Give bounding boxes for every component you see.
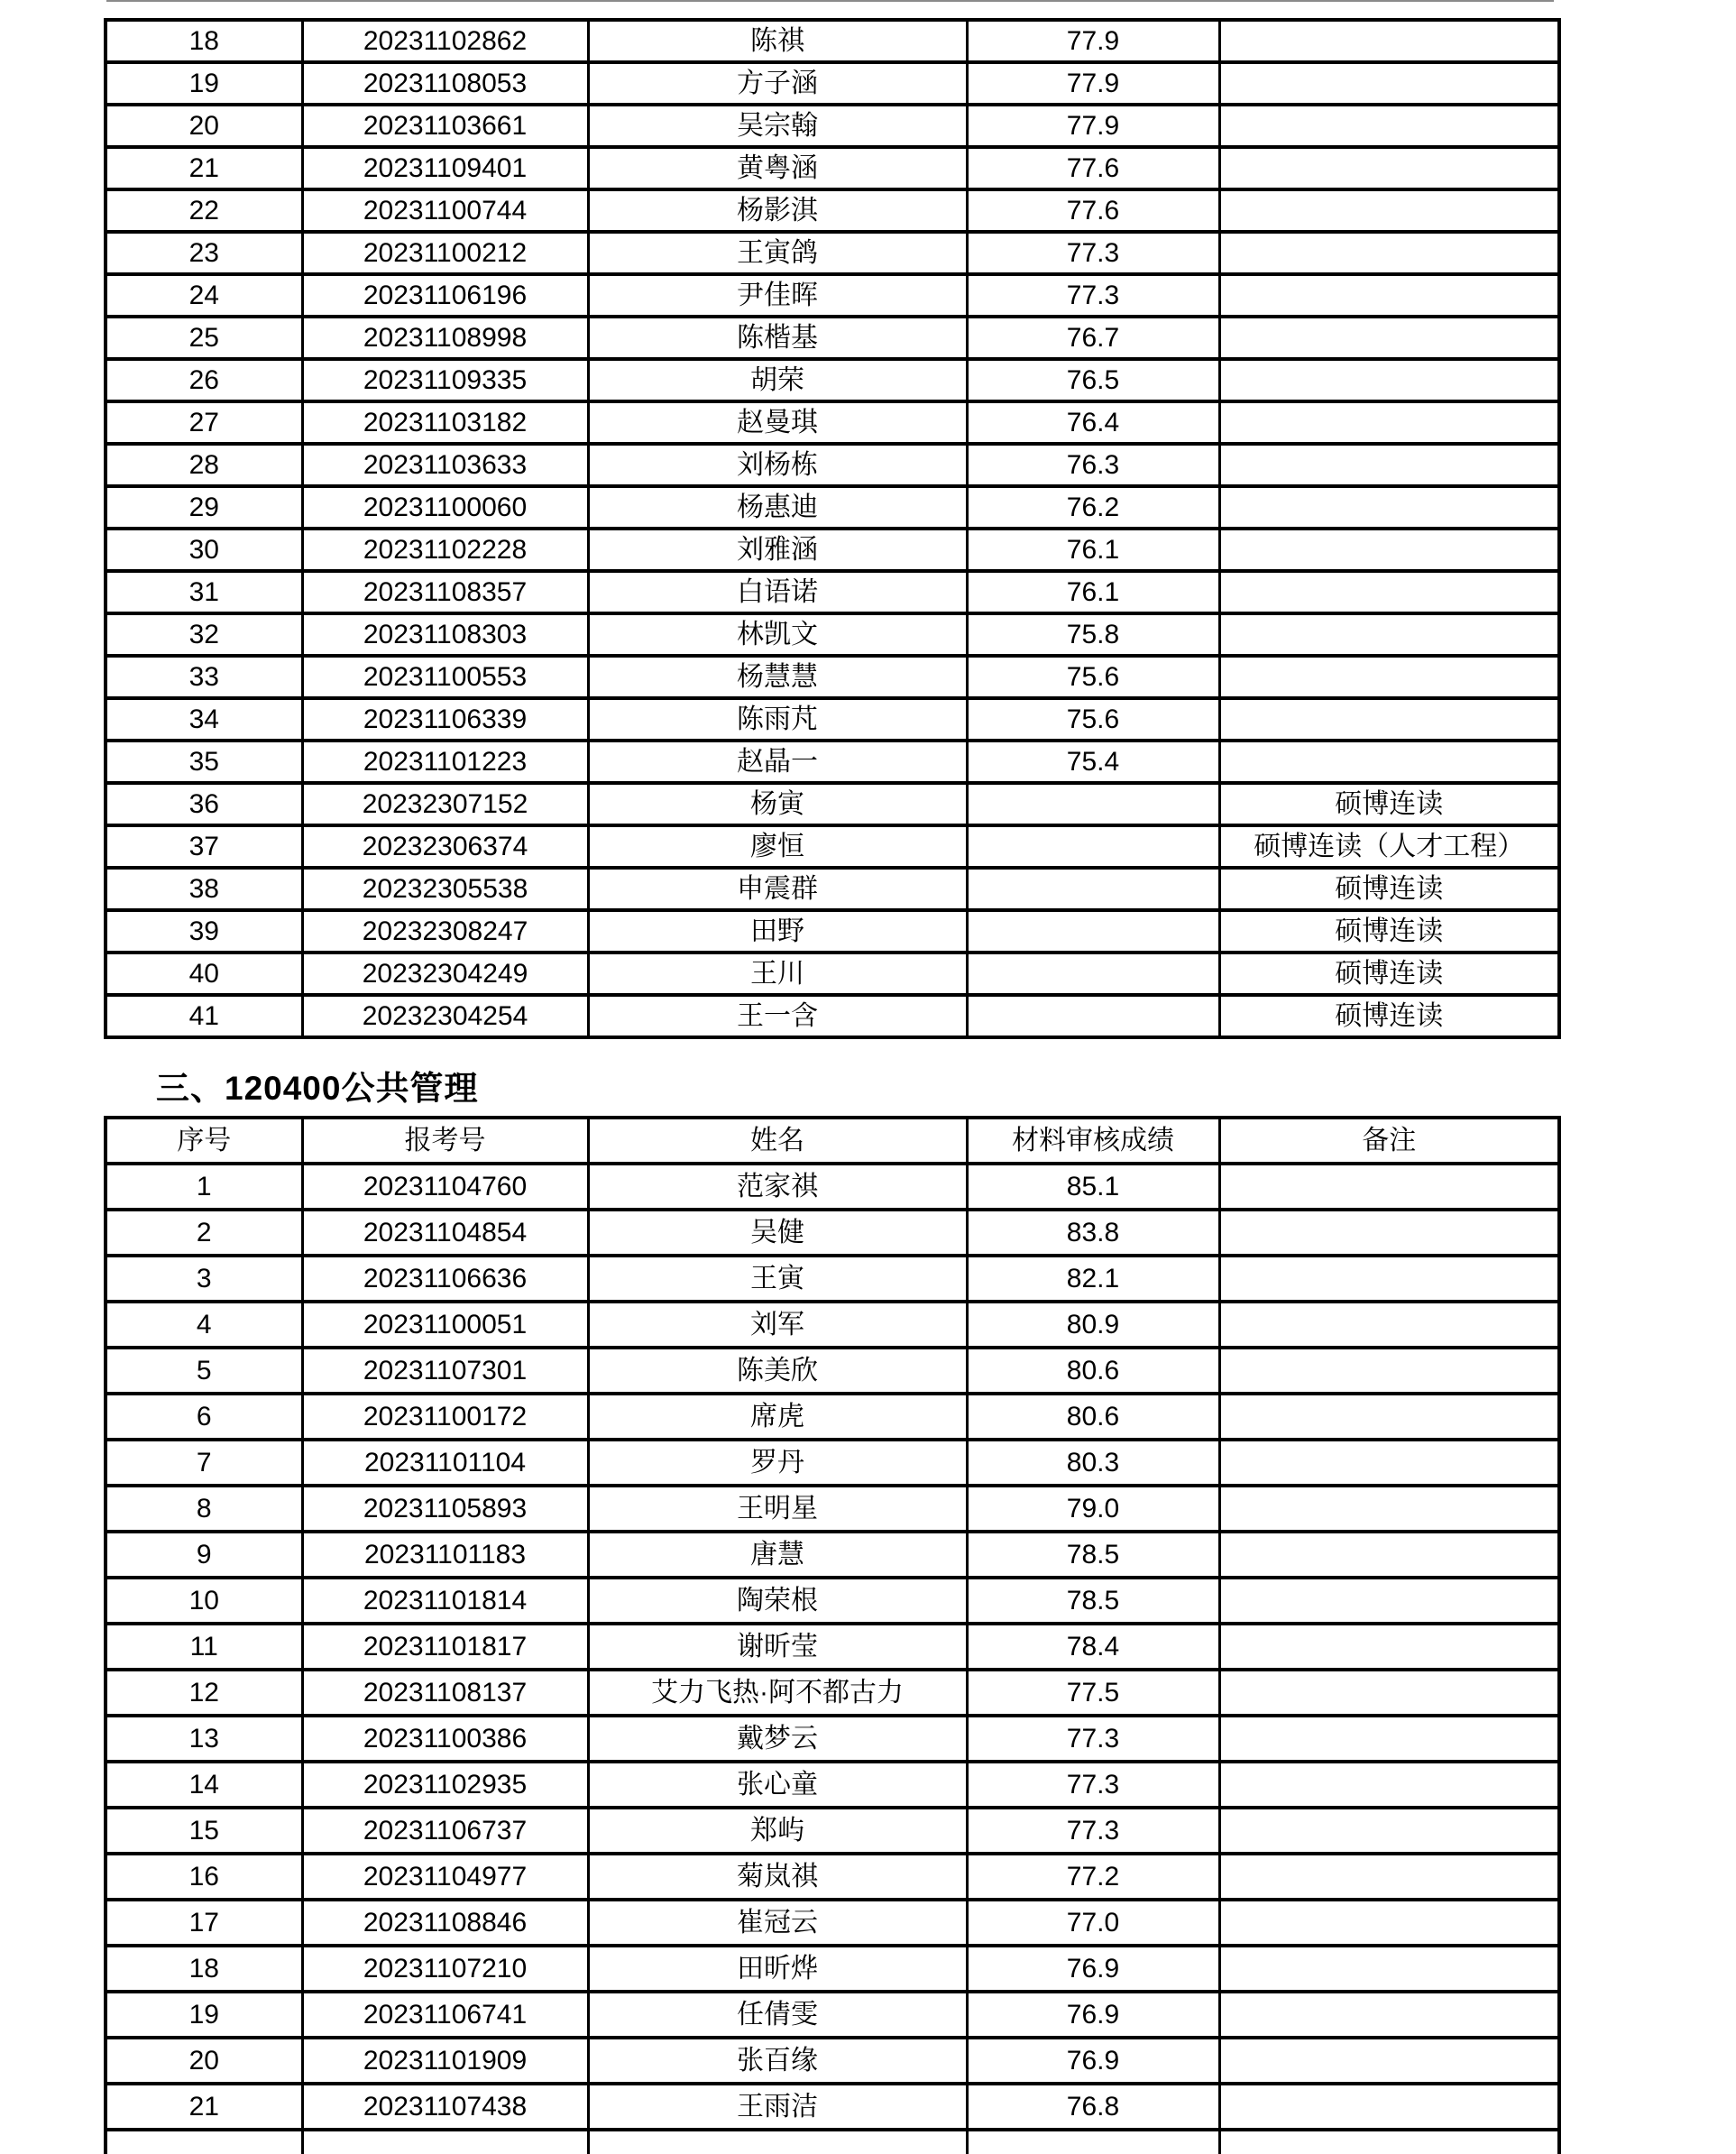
cell-score: 75.4 xyxy=(967,741,1219,783)
cell-remark xyxy=(1219,2038,1559,2084)
table-row xyxy=(106,571,1559,613)
cell-remark xyxy=(1219,1164,1559,1210)
cell-remark: 硕博连读 xyxy=(1219,783,1559,825)
cell-name: 戴梦云 xyxy=(588,1716,967,1762)
cell-name: 胡荣 xyxy=(588,359,967,401)
page-cut-top-border-sliver xyxy=(106,0,1554,2)
cell-serial: 31 xyxy=(106,571,302,613)
cell-name: 艾力飞热·阿不都古力 xyxy=(588,1670,967,1716)
cell-remark xyxy=(1219,1716,1559,1762)
table-row xyxy=(106,1992,1559,2038)
cell-name: 杨影淇 xyxy=(588,189,967,232)
table-row xyxy=(106,953,1559,995)
cell-score: 77.3 xyxy=(967,232,1219,274)
cell-serial: 1 xyxy=(106,1164,302,1210)
cell-score: 77.9 xyxy=(967,62,1219,105)
cell-app-number: 20231107438 xyxy=(302,2084,588,2130)
cell-name: 谢昕莹 xyxy=(588,1624,967,1670)
cell-remark xyxy=(1219,1992,1559,2038)
cell-app-number: 20231103661 xyxy=(302,105,588,147)
cell-app-number: 20231100386 xyxy=(302,1716,588,1762)
table-row xyxy=(106,1302,1559,1348)
cell-serial: 24 xyxy=(106,274,302,317)
table-row xyxy=(106,741,1559,783)
cell-remark: 硕博连读 xyxy=(1219,910,1559,953)
cell-app-number: 20231100060 xyxy=(302,486,588,529)
table-row xyxy=(106,486,1559,529)
score-table-public-admin-body xyxy=(106,1164,1559,2154)
table-row xyxy=(106,995,1559,1037)
cell-score: 76.2 xyxy=(967,486,1219,529)
cell-score: 77.3 xyxy=(967,1762,1219,1808)
cell-app-number: 20231108998 xyxy=(302,317,588,359)
score-table-continuation xyxy=(104,18,1561,1039)
cell-score: 77.3 xyxy=(967,274,1219,317)
cell-serial: 22 xyxy=(106,189,302,232)
table-row xyxy=(106,1578,1559,1624)
table-row xyxy=(106,1440,1559,1486)
cell-app-number: 20231104760 xyxy=(302,1164,588,1210)
cell-remark xyxy=(1219,2130,1559,2154)
table-row xyxy=(106,232,1559,274)
cell-serial: 38 xyxy=(106,868,302,910)
cell-name: 黄粤涵 xyxy=(588,147,967,189)
cell-name: 尹佳晖 xyxy=(588,274,967,317)
table-row xyxy=(106,1164,1559,1210)
cell-app-number: 20231108137 xyxy=(302,1670,588,1716)
cell-app-number: 20231106196 xyxy=(302,274,588,317)
cell-score: 76.9 xyxy=(967,1946,1219,1992)
table-row xyxy=(106,1900,1559,1946)
cell-name: 廖恒 xyxy=(588,825,967,868)
cell-remark xyxy=(1219,189,1559,232)
cell-name: 王明星 xyxy=(588,1486,967,1532)
cell-name xyxy=(588,2130,967,2154)
cell-serial: 39 xyxy=(106,910,302,953)
cell-name: 崔冠云 xyxy=(588,1900,967,1946)
table-row xyxy=(106,274,1559,317)
cell-name: 杨寅 xyxy=(588,783,967,825)
cell-remark xyxy=(1219,1486,1559,1532)
cell-score: 77.5 xyxy=(967,1670,1219,1716)
cell-score xyxy=(967,2130,1219,2154)
table-row xyxy=(106,1210,1559,1256)
cell-name: 王寅 xyxy=(588,1256,967,1302)
cell-score: 76.1 xyxy=(967,571,1219,613)
cell-score: 80.6 xyxy=(967,1394,1219,1440)
cell-remark xyxy=(1219,1808,1559,1854)
table-row xyxy=(106,529,1559,571)
cell-name: 吴宗翰 xyxy=(588,105,967,147)
cell-remark xyxy=(1219,1900,1559,1946)
cell-app-number: 20231107301 xyxy=(302,1348,588,1394)
column-header-remark: 备注 xyxy=(1219,1118,1559,1164)
cell-app-number xyxy=(302,2130,588,2154)
cell-remark xyxy=(1219,1394,1559,1440)
cell-app-number: 20231106741 xyxy=(302,1992,588,2038)
table-row xyxy=(106,2084,1559,2130)
table-row xyxy=(106,656,1559,698)
cell-name: 罗丹 xyxy=(588,1440,967,1486)
cell-score: 80.3 xyxy=(967,1440,1219,1486)
cell-app-number: 20231101223 xyxy=(302,741,588,783)
cell-remark: 硕博连读 xyxy=(1219,953,1559,995)
cell-app-number: 20231100553 xyxy=(302,656,588,698)
table-row xyxy=(106,613,1559,656)
table-row xyxy=(106,20,1559,62)
cell-serial: 25 xyxy=(106,317,302,359)
cell-app-number: 20231103182 xyxy=(302,401,588,444)
cell-score: 79.0 xyxy=(967,1486,1219,1532)
cell-serial: 37 xyxy=(106,825,302,868)
cell-remark xyxy=(1219,147,1559,189)
cell-app-number: 20232304254 xyxy=(302,995,588,1037)
cell-remark xyxy=(1219,274,1559,317)
cell-score: 78.5 xyxy=(967,1532,1219,1578)
table-row xyxy=(106,359,1559,401)
cell-app-number: 20231102228 xyxy=(302,529,588,571)
cell-score: 76.1 xyxy=(967,529,1219,571)
cell-name: 赵晶一 xyxy=(588,741,967,783)
cell-remark xyxy=(1219,1210,1559,1256)
cell-remark xyxy=(1219,741,1559,783)
cell-app-number: 20231101817 xyxy=(302,1624,588,1670)
cell-score: 77.9 xyxy=(967,105,1219,147)
cell-name: 陈楷基 xyxy=(588,317,967,359)
cell-app-number: 20231102862 xyxy=(302,20,588,62)
cell-app-number: 20231101909 xyxy=(302,2038,588,2084)
cell-name: 陈美欣 xyxy=(588,1348,967,1394)
cell-serial: 16 xyxy=(106,1854,302,1900)
cell-app-number: 20231106636 xyxy=(302,1256,588,1302)
score-table-continuation-body xyxy=(106,20,1559,1037)
cell-serial: 8 xyxy=(106,1486,302,1532)
cell-score: 75.6 xyxy=(967,698,1219,741)
cell-serial: 35 xyxy=(106,741,302,783)
cell-remark xyxy=(1219,2084,1559,2130)
cell-serial: 15 xyxy=(106,1808,302,1854)
cell-score: 80.6 xyxy=(967,1348,1219,1394)
cell-name: 王一含 xyxy=(588,995,967,1037)
cell-serial: 32 xyxy=(106,613,302,656)
cell-serial: 17 xyxy=(106,1900,302,1946)
cell-name: 王雨洁 xyxy=(588,2084,967,2130)
cell-app-number: 20231101183 xyxy=(302,1532,588,1578)
cell-app-number: 20232307152 xyxy=(302,783,588,825)
cell-remark xyxy=(1219,62,1559,105)
cell-remark xyxy=(1219,232,1559,274)
cell-app-number: 20231106339 xyxy=(302,698,588,741)
cell-app-number: 20231108357 xyxy=(302,571,588,613)
cell-score: 77.2 xyxy=(967,1854,1219,1900)
cell-remark: 硕博连读 xyxy=(1219,995,1559,1037)
cell-serial: 36 xyxy=(106,783,302,825)
cell-remark xyxy=(1219,105,1559,147)
column-header-name: 姓名 xyxy=(588,1118,967,1164)
cell-remark xyxy=(1219,1532,1559,1578)
cell-name: 菊岚祺 xyxy=(588,1854,967,1900)
cell-score: 83.8 xyxy=(967,1210,1219,1256)
cell-name: 杨惠迪 xyxy=(588,486,967,529)
cell-app-number: 20232304249 xyxy=(302,953,588,995)
cell-remark xyxy=(1219,317,1559,359)
cell-name: 陈祺 xyxy=(588,20,967,62)
cell-remark xyxy=(1219,1348,1559,1394)
cell-app-number: 20231105893 xyxy=(302,1486,588,1532)
cell-name: 杨慧慧 xyxy=(588,656,967,698)
cell-serial: 7 xyxy=(106,1440,302,1486)
cell-serial: 29 xyxy=(106,486,302,529)
table-row xyxy=(106,189,1559,232)
cell-score xyxy=(967,783,1219,825)
cell-remark xyxy=(1219,1624,1559,1670)
table-row xyxy=(106,1486,1559,1532)
cell-score xyxy=(967,995,1219,1037)
table-row xyxy=(106,147,1559,189)
cell-app-number: 20232306374 xyxy=(302,825,588,868)
cell-app-number: 20231101104 xyxy=(302,1440,588,1486)
cell-app-number: 20231100212 xyxy=(302,232,588,274)
cell-remark xyxy=(1219,1854,1559,1900)
cell-score: 77.9 xyxy=(967,20,1219,62)
cell-name: 赵曼琪 xyxy=(588,401,967,444)
table-row-clipped xyxy=(106,2130,1559,2154)
cell-remark xyxy=(1219,1256,1559,1302)
cell-name: 刘军 xyxy=(588,1302,967,1348)
cell-serial: 5 xyxy=(106,1348,302,1394)
cell-app-number: 20231100744 xyxy=(302,189,588,232)
cell-app-number: 20231106737 xyxy=(302,1808,588,1854)
cell-serial: 26 xyxy=(106,359,302,401)
table-row xyxy=(106,868,1559,910)
cell-remark xyxy=(1219,20,1559,62)
column-header-score: 材料审核成绩 xyxy=(967,1118,1219,1164)
cell-name: 陈雨芃 xyxy=(588,698,967,741)
cell-score: 77.3 xyxy=(967,1808,1219,1854)
cell-remark xyxy=(1219,1578,1559,1624)
cell-serial: 34 xyxy=(106,698,302,741)
cell-name: 张心童 xyxy=(588,1762,967,1808)
table-row xyxy=(106,1624,1559,1670)
cell-name: 任倩雯 xyxy=(588,1992,967,2038)
cell-app-number: 20231101814 xyxy=(302,1578,588,1624)
cell-serial: 11 xyxy=(106,1624,302,1670)
column-header-app-number: 报考号 xyxy=(302,1118,588,1164)
cell-remark xyxy=(1219,698,1559,741)
cell-name: 刘雅涵 xyxy=(588,529,967,571)
cell-serial: 20 xyxy=(106,2038,302,2084)
table-row xyxy=(106,1762,1559,1808)
table-row xyxy=(106,1808,1559,1854)
table-row xyxy=(106,1394,1559,1440)
table-header-row xyxy=(106,1118,1559,1164)
table-row xyxy=(106,317,1559,359)
cell-app-number: 20231109401 xyxy=(302,147,588,189)
cell-name: 刘杨栋 xyxy=(588,444,967,486)
cell-name: 林凯文 xyxy=(588,613,967,656)
table-row xyxy=(106,1532,1559,1578)
cell-remark xyxy=(1219,1440,1559,1486)
section-heading: 三、120400公共管理 xyxy=(156,1070,479,1107)
cell-app-number: 20231104854 xyxy=(302,1210,588,1256)
cell-name: 白语诺 xyxy=(588,571,967,613)
cell-remark: 硕博连读（人才工程） xyxy=(1219,825,1559,868)
cell-score: 76.7 xyxy=(967,317,1219,359)
cell-app-number: 20232308247 xyxy=(302,910,588,953)
cell-score: 77.6 xyxy=(967,189,1219,232)
cell-remark: 硕博连读 xyxy=(1219,868,1559,910)
cell-name: 王川 xyxy=(588,953,967,995)
cell-serial: 13 xyxy=(106,1716,302,1762)
cell-serial: 28 xyxy=(106,444,302,486)
cell-score xyxy=(967,953,1219,995)
cell-serial: 12 xyxy=(106,1670,302,1716)
cell-score: 76.3 xyxy=(967,444,1219,486)
cell-serial: 21 xyxy=(106,2084,302,2130)
cell-remark xyxy=(1219,1302,1559,1348)
table-row xyxy=(106,910,1559,953)
table-row xyxy=(106,62,1559,105)
cell-name: 田野 xyxy=(588,910,967,953)
table-row xyxy=(106,444,1559,486)
cell-serial: 3 xyxy=(106,1256,302,1302)
table-row xyxy=(106,105,1559,147)
cell-name: 范家祺 xyxy=(588,1164,967,1210)
cell-score: 76.9 xyxy=(967,1992,1219,2038)
cell-serial: 40 xyxy=(106,953,302,995)
cell-score xyxy=(967,868,1219,910)
cell-serial: 14 xyxy=(106,1762,302,1808)
cell-name: 郑屿 xyxy=(588,1808,967,1854)
cell-app-number: 20231100051 xyxy=(302,1302,588,1348)
cell-name: 方子涵 xyxy=(588,62,967,105)
cell-score: 75.8 xyxy=(967,613,1219,656)
cell-serial: 6 xyxy=(106,1394,302,1440)
cell-score: 76.9 xyxy=(967,2038,1219,2084)
cell-remark xyxy=(1219,401,1559,444)
cell-serial: 30 xyxy=(106,529,302,571)
cell-name: 申震群 xyxy=(588,868,967,910)
cell-serial: 19 xyxy=(106,62,302,105)
cell-serial: 18 xyxy=(106,1946,302,1992)
cell-app-number: 20231108053 xyxy=(302,62,588,105)
cell-app-number: 20232305538 xyxy=(302,868,588,910)
cell-name: 田昕烨 xyxy=(588,1946,967,1992)
cell-serial: 19 xyxy=(106,1992,302,2038)
cell-app-number: 20231109335 xyxy=(302,359,588,401)
score-table-public-admin xyxy=(104,1116,1561,2154)
cell-name: 张百缘 xyxy=(588,2038,967,2084)
cell-name: 吴健 xyxy=(588,1210,967,1256)
table-row xyxy=(106,2038,1559,2084)
table-row xyxy=(106,783,1559,825)
cell-serial: 27 xyxy=(106,401,302,444)
cell-serial: 21 xyxy=(106,147,302,189)
cell-serial: 33 xyxy=(106,656,302,698)
cell-serial xyxy=(106,2130,302,2154)
cell-app-number: 20231108303 xyxy=(302,613,588,656)
cell-score: 75.6 xyxy=(967,656,1219,698)
cell-score: 78.5 xyxy=(967,1578,1219,1624)
cell-remark xyxy=(1219,1946,1559,1992)
cell-remark xyxy=(1219,529,1559,571)
cell-name: 王寅鸽 xyxy=(588,232,967,274)
cell-serial: 23 xyxy=(106,232,302,274)
cell-remark xyxy=(1219,1670,1559,1716)
cell-score: 77.0 xyxy=(967,1900,1219,1946)
cell-serial: 41 xyxy=(106,995,302,1037)
cell-app-number: 20231108846 xyxy=(302,1900,588,1946)
cell-score: 77.3 xyxy=(967,1716,1219,1762)
cell-remark xyxy=(1219,486,1559,529)
cell-serial: 9 xyxy=(106,1532,302,1578)
cell-score: 78.4 xyxy=(967,1624,1219,1670)
cell-app-number: 20231103633 xyxy=(302,444,588,486)
cell-score xyxy=(967,910,1219,953)
table-row xyxy=(106,1716,1559,1762)
cell-score xyxy=(967,825,1219,868)
cell-score: 77.6 xyxy=(967,147,1219,189)
cell-serial: 18 xyxy=(106,20,302,62)
table-row xyxy=(106,401,1559,444)
cell-remark xyxy=(1219,359,1559,401)
cell-app-number: 20231102935 xyxy=(302,1762,588,1808)
cell-score: 82.1 xyxy=(967,1256,1219,1302)
cell-serial: 2 xyxy=(106,1210,302,1256)
cell-remark xyxy=(1219,613,1559,656)
table-row xyxy=(106,1256,1559,1302)
table-row xyxy=(106,1670,1559,1716)
cell-name: 陶荣根 xyxy=(588,1578,967,1624)
cell-serial: 4 xyxy=(106,1302,302,1348)
cell-score: 80.9 xyxy=(967,1302,1219,1348)
cell-score: 85.1 xyxy=(967,1164,1219,1210)
table-row xyxy=(106,1946,1559,1992)
cell-serial: 10 xyxy=(106,1578,302,1624)
cell-remark xyxy=(1219,571,1559,613)
cell-name: 席虎 xyxy=(588,1394,967,1440)
table-row xyxy=(106,1348,1559,1394)
cell-remark xyxy=(1219,444,1559,486)
cell-remark xyxy=(1219,656,1559,698)
cell-app-number: 20231100172 xyxy=(302,1394,588,1440)
cell-score: 76.8 xyxy=(967,2084,1219,2130)
column-header-serial: 序号 xyxy=(106,1118,302,1164)
table-row xyxy=(106,1854,1559,1900)
cell-app-number: 20231104977 xyxy=(302,1854,588,1900)
table-row xyxy=(106,825,1559,868)
cell-score: 76.5 xyxy=(967,359,1219,401)
cell-app-number: 20231107210 xyxy=(302,1946,588,1992)
cell-score: 76.4 xyxy=(967,401,1219,444)
cell-remark xyxy=(1219,1762,1559,1808)
table-row xyxy=(106,698,1559,741)
cell-serial: 20 xyxy=(106,105,302,147)
cell-name: 唐慧 xyxy=(588,1532,967,1578)
